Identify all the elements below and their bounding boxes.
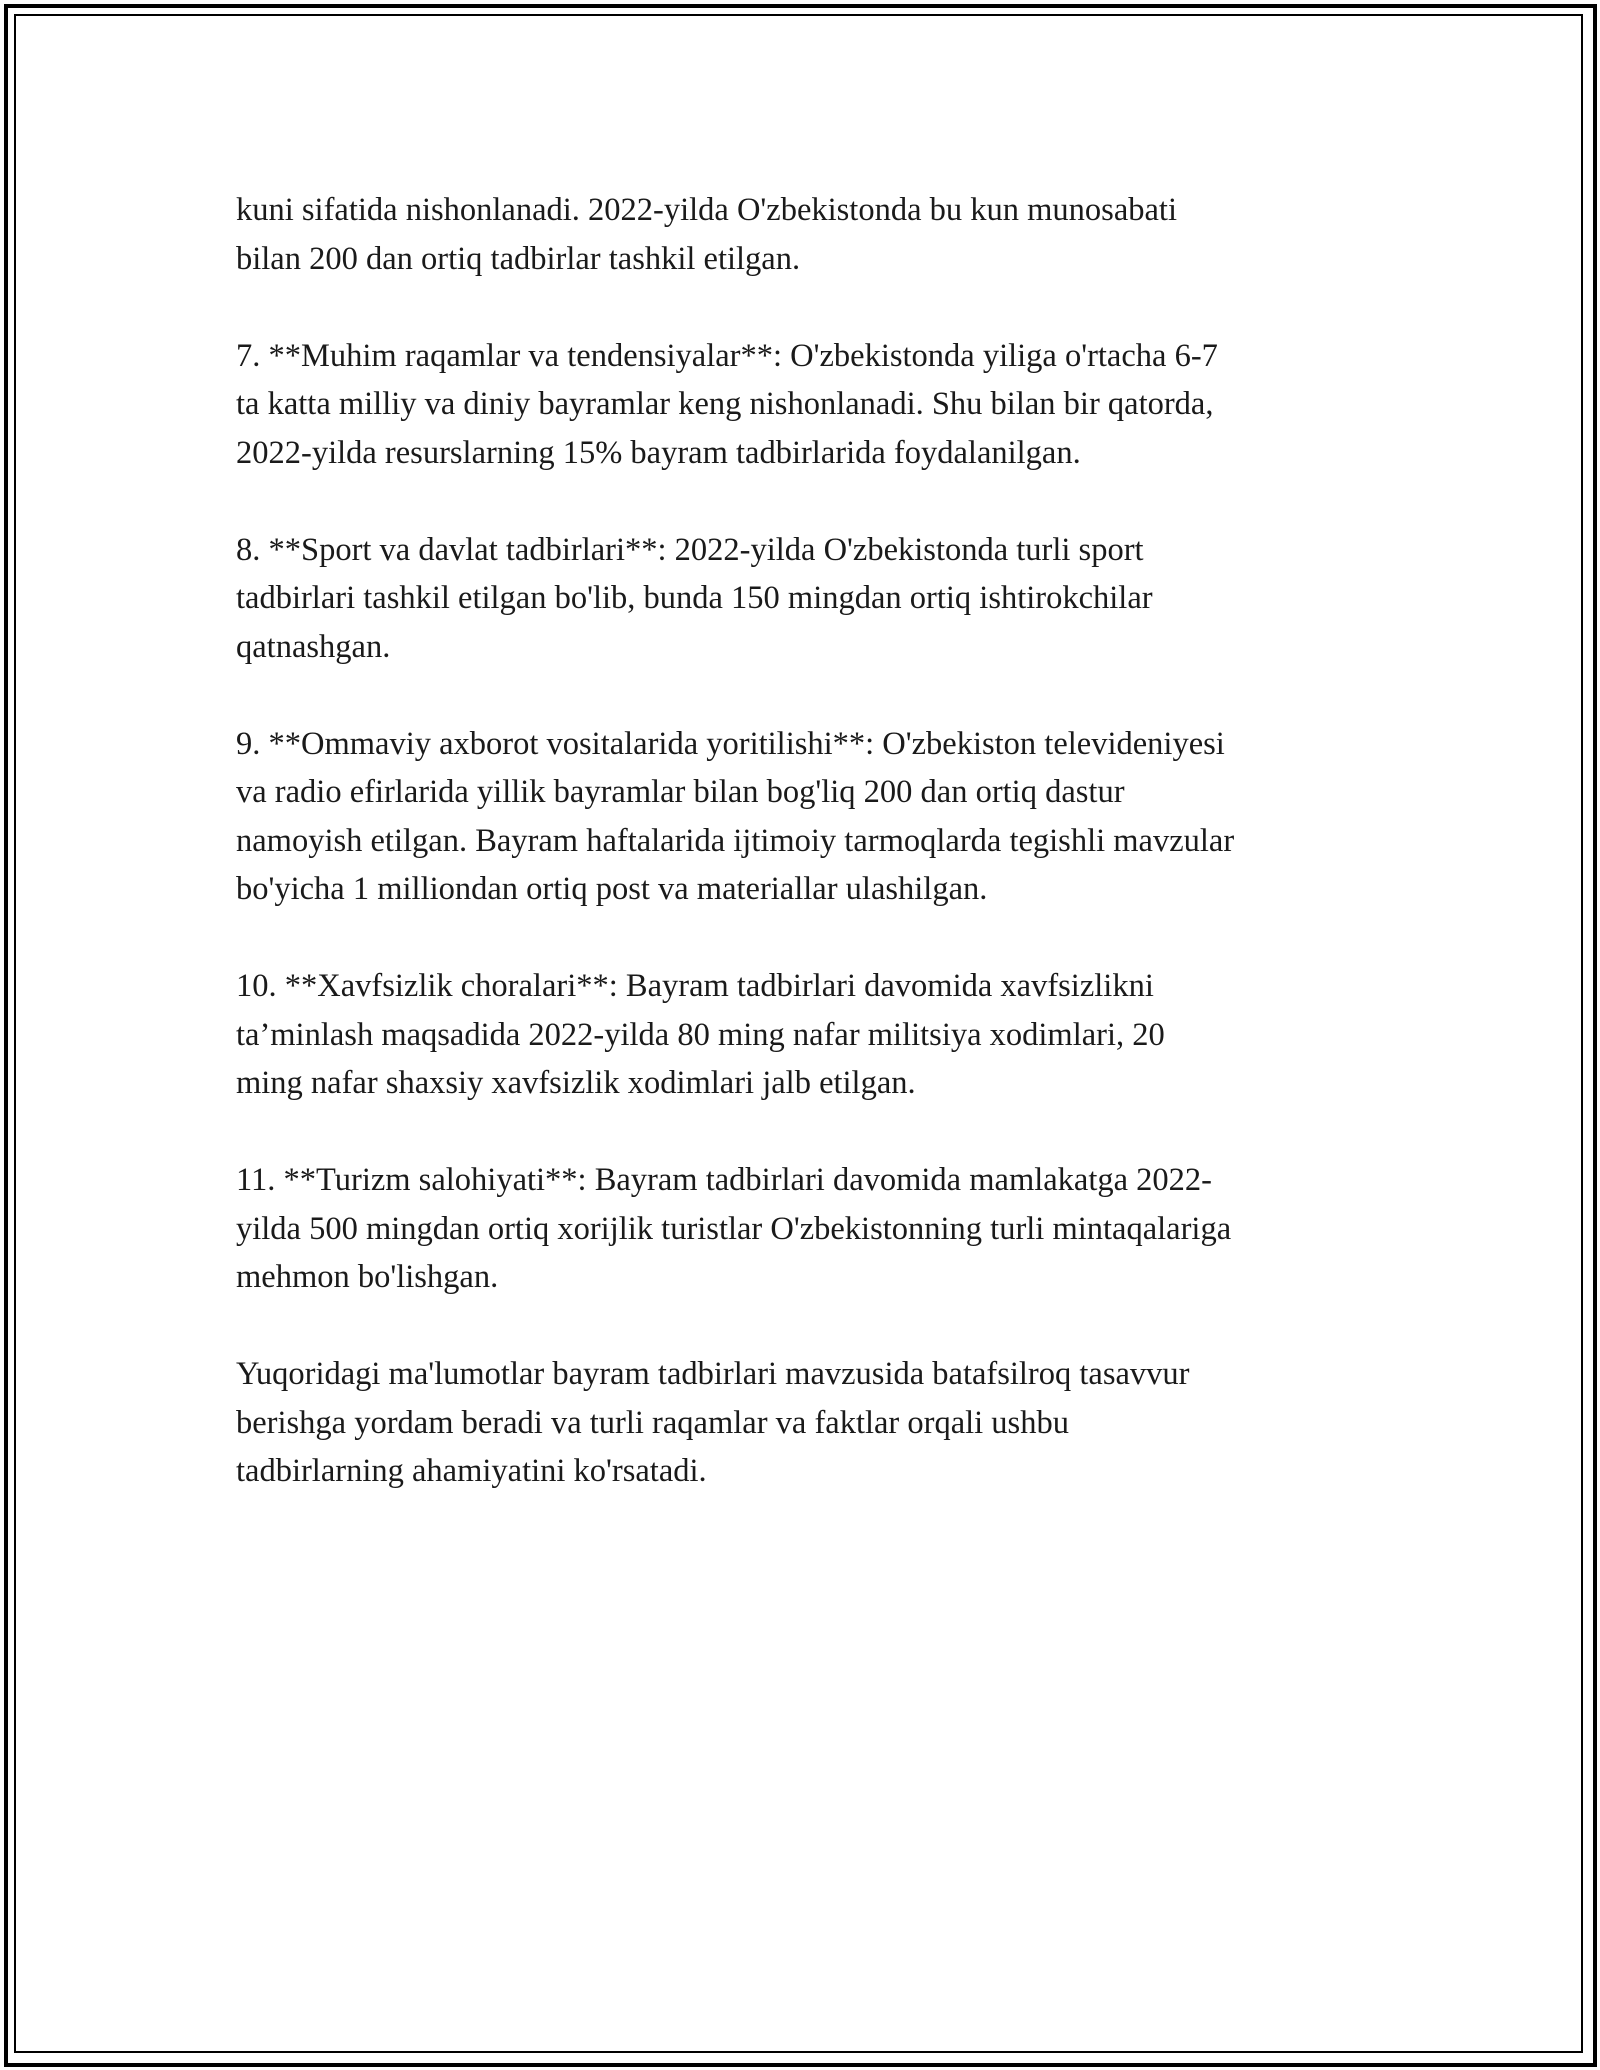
paragraph-item-7: 7. **Muhim raqamlar va tendensiyalar**: O'zbekistonda yiliga o'rtacha 6-7 ta katta milliy va diniy bayramlar keng nishonlanadi. Shu bilan bir qatorda, 2022-yilda resurslarning 15% bayram tadbirlarida foydalanilgan. bbox=[236, 337, 1218, 471]
paragraph-item-11: 11. **Turizm salohiyati**: Bayram tadbirlari davomida mamlakatga 2022- yilda 500 mingdan ortiq xorijlik turistlar O'zbekistonning turli mintaqalariga mehmon bo'lishgan. bbox=[236, 1162, 1232, 1295]
document-body bbox=[236, 186, 1366, 1544]
paragraph-item-10: 10. **Xavfsizlik choralari**: Bayram tadbirlari davomida xavfsizlikni ta’minlash maqsadida 2022-yilda 80 ming nafar militsiya xodimlari, 20 ming nafar shaxsiy xavfsizlik xodimlari jalb etilgan. bbox=[236, 968, 1165, 1101]
paragraph-conclusion: Yuqoridagi ma'lumotlar bayram tadbirlari mavzusida batafsilroq tasavvur berishga yordam beradi va turli raqamlar va faktlar orqali ushbu tadbirlarning ahamiyatini ko'rsatadi. bbox=[236, 1356, 1190, 1489]
paragraph-item-9: 9. **Ommaviy axborot vositalarida yoritilishi**: O'zbekiston televideniyesi va radio efirlarida yillik bayramlar bilan bog'liq 200 dan ortiq dastur namoyish etilgan. Bayram haftalarida ijtimoiy tarmoqlarda tegishli mavzular bo'yicha 1 milliondan ortiq post va materiallar ulashilgan. bbox=[236, 725, 1235, 907]
paragraph-item-8: 8. **Sport va davlat tadbirlari**: 2022-yilda O'zbekistonda turli sport tadbirlari tashkil etilgan bo'lib, bunda 150 mingdan ortiq ishtirokchilar qatnashgan. bbox=[236, 531, 1153, 665]
paragraph-continuation: kuni sifatida nishonlanadi. 2022-yilda O'zbekistonda bu kun munosabati bilan 200 dan ortiq tadbirlar tashkil etilgan. bbox=[236, 192, 1177, 277]
